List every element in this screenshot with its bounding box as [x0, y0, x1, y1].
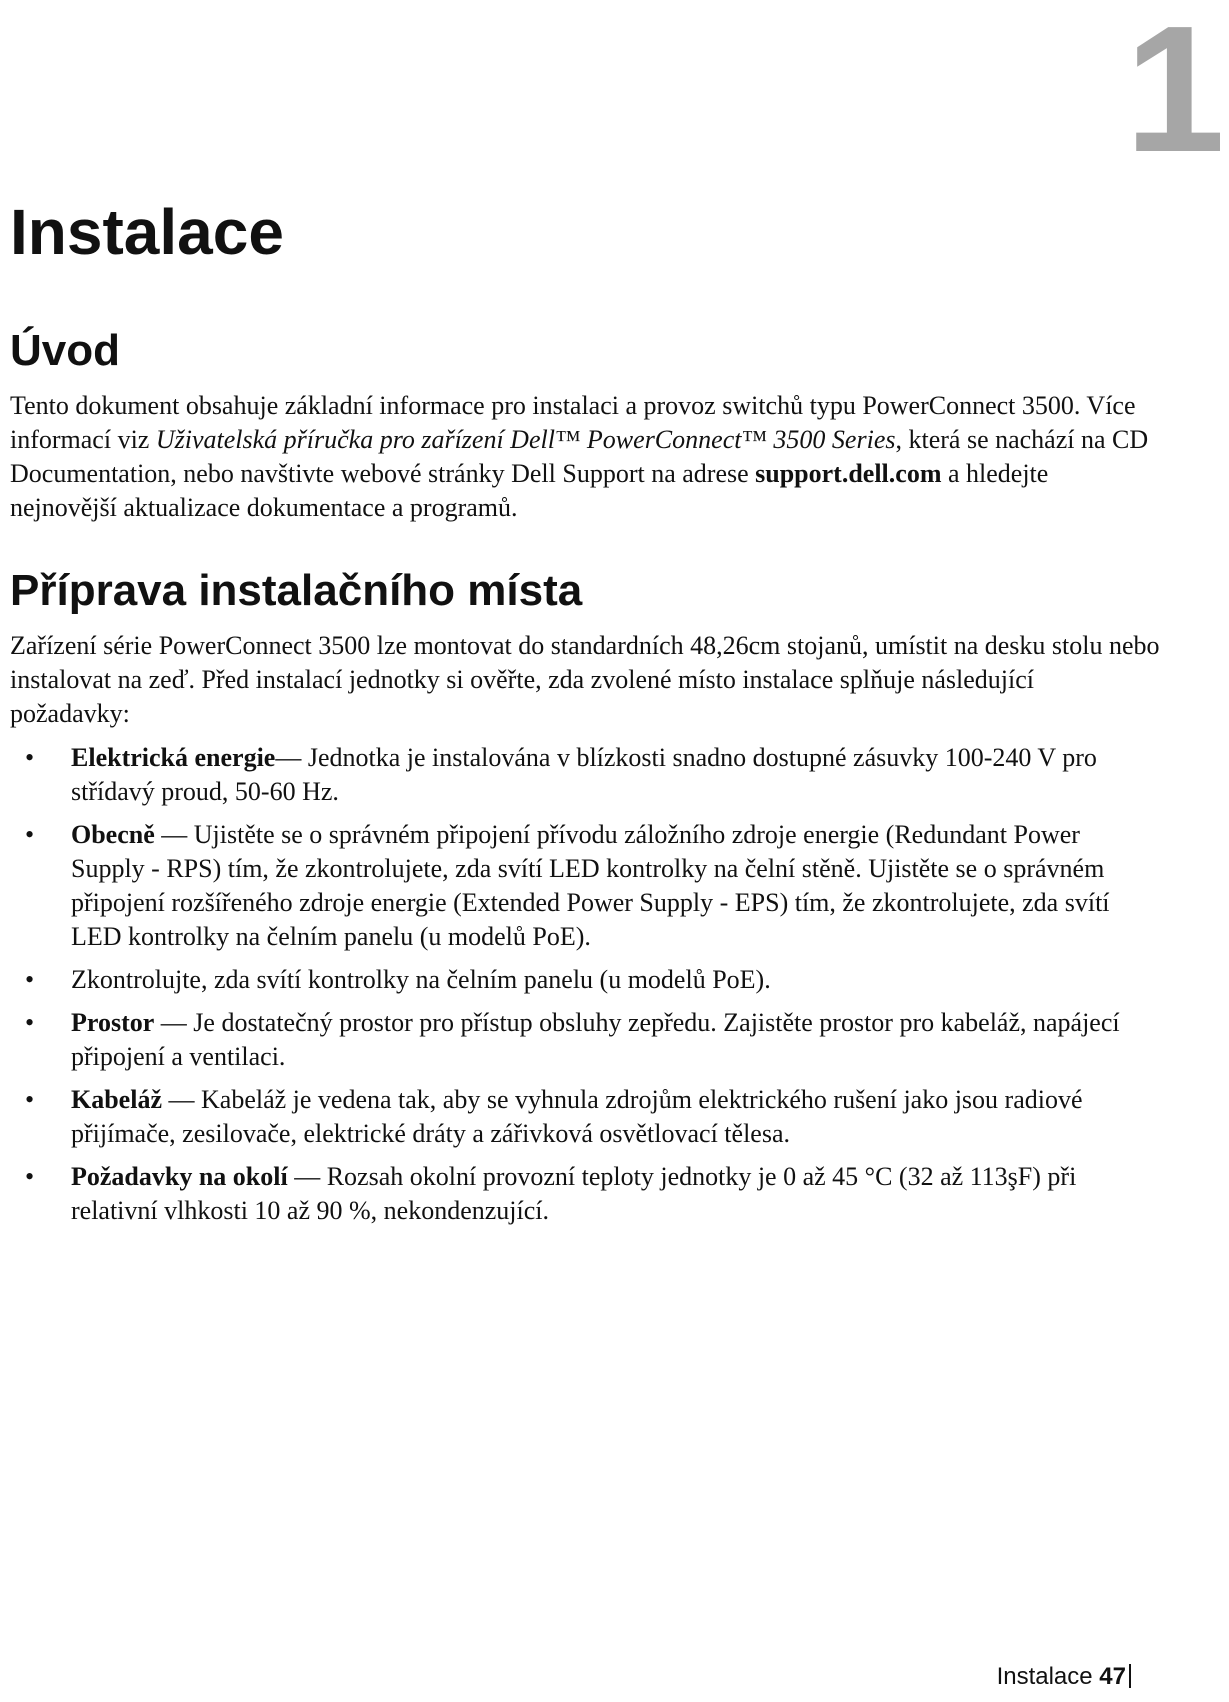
footer-divider [1129, 1664, 1131, 1688]
section-heading-uvod: Úvod [10, 326, 120, 375]
bullet-icon: • [25, 743, 35, 773]
list-item [10, 741, 1160, 809]
uvod-paragraph [10, 389, 1160, 525]
list-item-text: — Ujistěte se o správném připojení přívodu záložního zdroje energie (Redundant Power Supply - RPS) tím, že zkontrolujete, zda svítí LED kontrolky na čelní stěně. Ujistěte se o správném připojení rozšířeného zdroje energie (Extended Power Supply - EPS) tím, že zkontrolujete, zda svítí LED kontrolky na čelním panelu (u modelů PoE). [71, 820, 1110, 952]
list-item-term: Elektrická energie [71, 743, 276, 773]
section-uvod [10, 327, 1160, 525]
bullet-icon: • [25, 1008, 35, 1038]
list-item [10, 1160, 1160, 1228]
page-title: Instalace [10, 196, 284, 268]
list-item-term: Požadavky na okolí [71, 1162, 288, 1192]
section-priprava [10, 567, 1160, 1237]
support-link[interactable]: support.dell.com [755, 459, 942, 489]
list-item-term: Prostor [71, 1008, 155, 1038]
bullet-icon: • [25, 1085, 35, 1115]
uvod-text-2: , která se nachází na CD Documentation, nebo navštivte webové stránky Dell Support na adrese [10, 425, 1149, 489]
list-item-text: Zkontrolujte, zda svítí kontrolky na čelním panelu (u modelů PoE). [71, 965, 771, 995]
priprava-intro: Zařízení série PowerConnect 3500 lze montovat do standardních 48,26cm stojanů, umístit na desku stolu nebo instalovat na zeď. Před instalací jednotky si ověřte, zda zvolené místo instalace splňuje následující požadavky: [10, 631, 1160, 729]
section-heading-priprava: Příprava instalačního místa [10, 566, 583, 615]
bullet-icon: • [25, 1162, 35, 1192]
uvod-text-3: a hledejte nejnovější aktualizace dokumentace a programů. [10, 459, 1049, 523]
uvod-text-1: Tento dokument obsahuje základní informace pro instalaci a provoz switchů typu PowerConnect 3500. Více informací viz [10, 391, 1136, 455]
page-footer [997, 1664, 1131, 1689]
list-item [10, 818, 1160, 954]
list-item-text: — Kabeláž je vedena tak, aby se vyhnula zdrojům elektrického rušení jako jsou radiové přijímače, zesilovače, elektrické dráty a zářivková osvětlovací tělesa. [71, 1085, 1083, 1149]
list-item [10, 963, 1160, 997]
page-number: 47 [1099, 1663, 1126, 1690]
guide-title: Uživatelská příručka pro zařízení Dell™ PowerConnect™ 3500 Series [155, 425, 896, 455]
bullet-icon: • [25, 820, 35, 850]
list-item-term: Obecně [71, 820, 155, 850]
footer-label: Instalace [996, 1663, 1093, 1690]
list-item-term: Kabeláž [71, 1085, 162, 1115]
list-item-text: — Je dostatečný prostor pro přístup obsluhy zepředu. Zajistěte prostor pro kabeláž, napájecí připojení a ventilaci. [71, 1008, 1120, 1072]
list-item [10, 1083, 1160, 1151]
bullet-icon: • [25, 965, 35, 995]
requirements-list [10, 741, 1160, 1228]
list-item-text: — Jednotka je instalována v blízkosti snadno dostupné zásuvky 100-240 V pro střídavý proud, 50-60 Hz. [71, 743, 1097, 807]
chapter-number: 1 [1124, 0, 1221, 190]
list-item [10, 1006, 1160, 1074]
list-item-text: — Rozsah okolní provozní teploty jednotky je 0 až 45 °C (32 až 113şF) při relativní vlhkosti 10 až 90 %, nekondenzující. [71, 1162, 1077, 1226]
